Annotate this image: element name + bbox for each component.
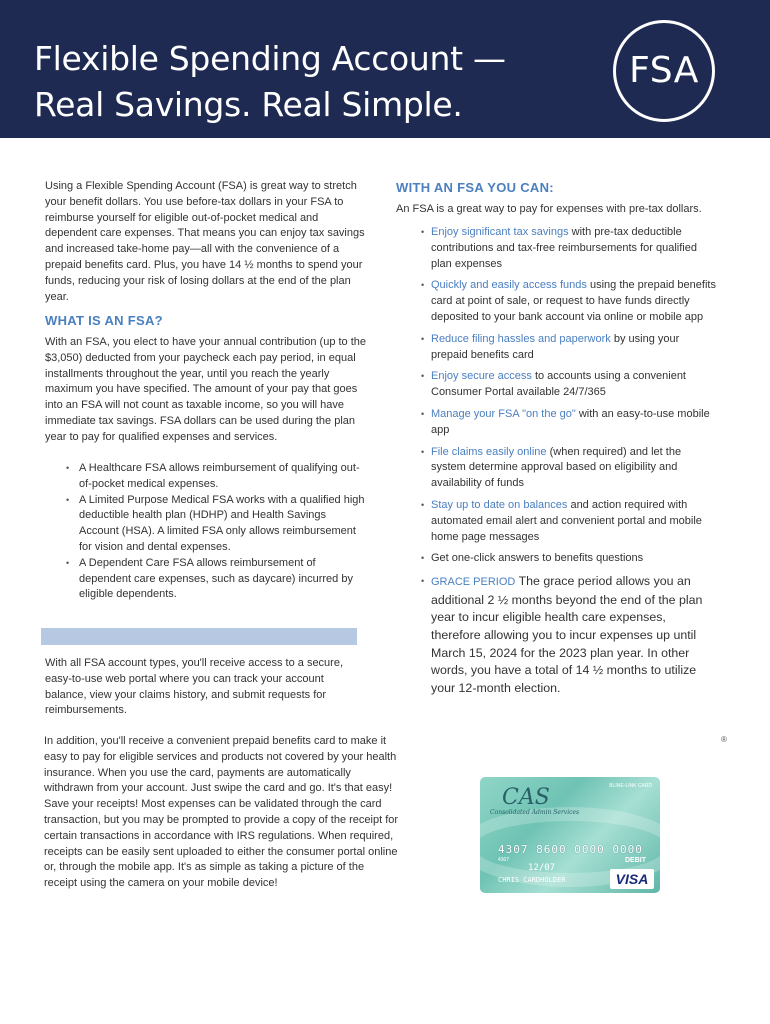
prepaid-benefits-card-image <box>480 777 660 893</box>
bullet-text: using the prepaid benefits card at point of sale, or request to have funds directly deposited to your bank account via online or mobile app <box>431 279 716 323</box>
list-item <box>417 445 717 492</box>
title-line-1: Flexible Spending Account — <box>34 39 506 78</box>
card-expiry: 12/07 <box>528 863 556 873</box>
card-holder-name: CHRIS CARDHOLDER <box>498 876 566 884</box>
list-item <box>417 407 717 439</box>
bullet-text: The grace period allows you an additional 2 ½ months beyond the end of the plan year to incur eligible health care expenses, therefore allowing you to incur expenses up until March 15, 2024 for the 2023 plan year. In other words, you have a total of 14 ½ months to utilize your 12-month election. <box>431 574 703 695</box>
bullet-highlight: Manage your FSA "on the go" <box>431 407 576 420</box>
card-paragraph: In addition, you'll receive a convenient prepaid benefits card to make it easy to pay for eligible services and products not covered by your health insurance. When you use the card, payments are automatically withdrawn from your account. Just swipe the card and go. It's that easy! Save your receipts! Most expenses can be validated through the card transaction, but you may be prompted to provide a copy of the receipt for certain transactions in accordance with IRS regulations. When required, receipts can be easily sent uploaded to either the consumer portal online or, through the mobile app. It's as simple as taking a picture of the receipt using the camera on your mobile device! <box>44 735 399 890</box>
bullet-highlight: GRACE PERIOD <box>431 576 516 589</box>
bullet-highlight: File claims easily online <box>431 445 547 458</box>
list-item <box>417 332 717 364</box>
fsa-logo <box>613 20 715 122</box>
list-item <box>417 551 717 567</box>
visa-logo: VISA <box>610 869 654 889</box>
bullet-highlight: Quickly and easily access funds <box>431 279 587 292</box>
portal-paragraph: With all FSA account types, you'll receive access to a secure, easy-to-use web portal where you can track your account balance, view your claims history, and submit requests for reimbursements. <box>45 657 344 717</box>
list-item: • A Limited Purpose Medical FSA works with a qualified high deductible health plan (HDHP) and Health Savings Account (HSA). A limited FSA only allows reimbursement for vision and dental expenses. <box>62 493 367 556</box>
benefits-list <box>417 225 717 703</box>
bullet-highlight: Enjoy secure access <box>431 370 532 383</box>
list-item <box>417 498 717 545</box>
bullet-highlight: Enjoy significant tax savings <box>431 226 569 238</box>
fsa-logo-text: FSA <box>629 50 699 91</box>
section-divider-bar <box>41 628 357 645</box>
list-item <box>417 573 717 697</box>
list-item: • A Dependent Care FSA allows reimbursement of dependent care expenses, such as daycare) incurred by eligible dependents. <box>62 556 367 603</box>
registered-mark: ® <box>721 735 727 744</box>
what-is-heading: WHAT IS AN FSA? <box>45 313 163 328</box>
card-number: 4307 8600 0000 0000 <box>498 843 643 856</box>
bullet-highlight: Stay up to date on balances <box>431 498 568 511</box>
bullet-text: by using your prepaid benefits card <box>431 332 680 361</box>
list-item <box>417 278 717 325</box>
benefits-heading: WITH AN FSA YOU CAN: <box>396 180 554 195</box>
card-brand-logo: CAS <box>502 785 550 810</box>
card-debit-label: DEBIT <box>625 857 646 864</box>
fsa-types-list <box>62 461 367 603</box>
bullet-text: (when required) and let the system determine approval based on eligibility and availability of funds <box>431 445 682 490</box>
card-brand-subtitle: Consolidated Admin Services <box>490 809 580 816</box>
list-item: • A Healthcare FSA allows reimbursement of qualifying out-of-pocket medical expenses. <box>62 461 367 493</box>
bullet-text: Get one-click answers to benefits questions <box>431 552 644 565</box>
bullet-text: with an easy-to-use mobile app <box>431 407 710 436</box>
bullet-text: and action required with automated email alert and convenient portal and mobile home page messages <box>431 498 702 543</box>
header-banner <box>0 0 770 138</box>
page-title <box>34 36 506 128</box>
bullet-text: with pre-tax deductible contributions and tax-free reimbursements for qualified plan expenses <box>431 226 697 270</box>
intro-paragraph: Using a Flexible Spending Account (FSA) is great way to stretch your benefit dollars. You use before-tax dollars in your FSA to reimburse yourself for eligible out-of-pocket medical and dependent care expenses. That means you can enjoy tax savings and increased take-home pay—all with the convenience of a prepaid benefits card. Plus, you have 14 ½ months to spend your funds, reducing your risk of losing dollars at the end of the plan year. <box>45 180 365 303</box>
card-top-label: BLINE-LINK CARD <box>609 783 652 789</box>
list-item <box>417 369 717 401</box>
card-small-number: 4307 <box>498 857 510 863</box>
list-item <box>417 225 717 272</box>
bullet-text: to accounts using a convenient Consumer Portal available 24/7/365 <box>431 370 686 399</box>
benefits-lead: An FSA is a great way to pay for expenses with pre-tax dollars. <box>396 203 702 215</box>
what-is-paragraph: With an FSA, you elect to have your annual contribution (up to the $3,050) deducted from your paycheck each pay period, in equal installments throughout the year, until you reach the yearly maximum you have specified. The amount of your pay that goes into an FSA will not count as taxable income, so you will have immediate tax savings. FSA dollars can be used during the plan year to pay for qualified expenses and services. <box>45 336 367 443</box>
title-line-2: Real Savings. Real Simple. <box>34 85 463 124</box>
bullet-highlight: Reduce filing hassles and paperwork <box>431 332 611 345</box>
